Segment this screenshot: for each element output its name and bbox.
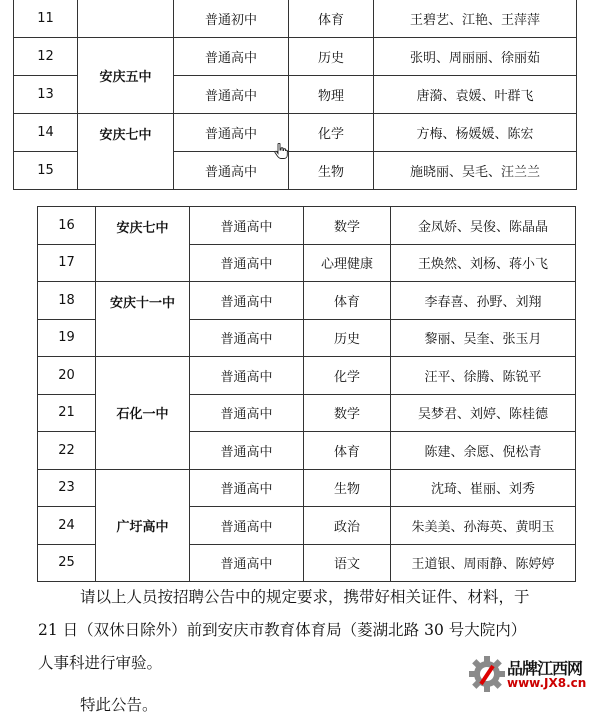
table-row — [38, 357, 576, 395]
school-type-cell: 普通高中 — [190, 282, 304, 320]
row-number: 24 — [38, 507, 96, 545]
row-number: 16 — [38, 207, 96, 245]
gear-logo-icon — [467, 654, 507, 694]
names-cell: 施晓丽、吴毛、汪兰兰 — [374, 152, 577, 190]
school-type-cell: 普通初中 — [174, 0, 289, 38]
subject-cell: 历史 — [304, 319, 391, 357]
row-number: 12 — [14, 38, 78, 76]
subject-cell: 生物 — [304, 469, 391, 507]
subject-cell: 生物 — [289, 152, 374, 190]
site-watermark — [467, 650, 585, 702]
row-number: 11 — [14, 0, 78, 38]
watermark-brand: 品牌江西网 — [507, 659, 583, 678]
subject-cell: 物理 — [289, 76, 374, 114]
names-cell: 王道银、周雨静、陈婷婷 — [391, 544, 576, 582]
names-cell: 王焕然、刘杨、蒋小飞 — [391, 244, 576, 282]
watermark-url: www.JX8.cn — [507, 676, 587, 690]
names-cell: 沈琦、崔丽、刘秀 — [391, 469, 576, 507]
subject-cell: 数学 — [304, 394, 391, 432]
subject-cell: 语文 — [304, 544, 391, 582]
school-cell: 石化一中 — [96, 357, 190, 470]
school-type-cell: 普通高中 — [190, 207, 304, 245]
names-cell: 张明、周丽丽、徐丽茹 — [374, 38, 577, 76]
school-type-cell: 普通高中 — [174, 76, 289, 114]
names-cell: 黎丽、吴奎、张玉月 — [391, 319, 576, 357]
school-cell: 安庆五中 — [78, 38, 174, 114]
school-type-cell: 普通高中 — [190, 319, 304, 357]
school-type-cell: 普通高中 — [190, 469, 304, 507]
subject-cell: 体育 — [304, 432, 391, 470]
school-type-cell: 普通高中 — [174, 152, 289, 190]
table-row — [14, 114, 577, 152]
school-cell: 安庆七中 — [96, 207, 190, 282]
school-type-cell: 普通高中 — [190, 394, 304, 432]
table-row — [38, 469, 576, 507]
names-cell: 朱美美、孙海英、黄明玉 — [391, 507, 576, 545]
row-number: 21 — [38, 394, 96, 432]
table-row — [14, 38, 577, 76]
row-number: 22 — [38, 432, 96, 470]
school-type-cell: 普通高中 — [190, 432, 304, 470]
subject-cell: 数学 — [304, 207, 391, 245]
names-cell: 李春喜、孙野、刘翔 — [391, 282, 576, 320]
subject-cell: 政治 — [304, 507, 391, 545]
row-number: 20 — [38, 357, 96, 395]
subject-cell: 体育 — [304, 282, 391, 320]
school-cell: 广圩高中 — [96, 469, 190, 582]
names-cell: 唐漪、袁媛、叶群飞 — [374, 76, 577, 114]
subject-cell: 心理健康 — [304, 244, 391, 282]
row-number: 13 — [14, 76, 78, 114]
names-cell: 汪平、徐腾、陈锐平 — [391, 357, 576, 395]
subject-cell: 化学 — [289, 114, 374, 152]
notice-line-1: 请以上人员按招聘公告中的规定要求，携带好相关证件、材料，于 — [80, 588, 530, 606]
row-number: 17 — [38, 244, 96, 282]
subject-cell: 历史 — [289, 38, 374, 76]
school-cell: 安庆十一中 — [96, 282, 190, 357]
names-cell: 王碧艺、江艳、王萍萍 — [374, 0, 577, 38]
row-number: 19 — [38, 319, 96, 357]
notice-line-3: 人事科进行审验。 — [38, 654, 163, 672]
names-cell: 陈建、余愿、倪松青 — [391, 432, 576, 470]
table-row — [14, 0, 577, 38]
names-cell: 金凤娇、吴俊、陈晶晶 — [391, 207, 576, 245]
names-cell: 吴梦君、刘婷、陈桂德 — [391, 394, 576, 432]
school-type-cell: 普通高中 — [174, 38, 289, 76]
row-number: 25 — [38, 544, 96, 582]
school-type-cell: 普通高中 — [190, 244, 304, 282]
school-type-cell: 普通高中 — [190, 544, 304, 582]
names-cell: 方梅、杨媛媛、陈宏 — [374, 114, 577, 152]
table-row — [38, 282, 576, 320]
notice-line-2: 21 日（双休日除外）前到安庆市教育体育局（菱湖北路 30 号大院内） — [38, 621, 527, 639]
row-number: 23 — [38, 469, 96, 507]
subject-cell: 化学 — [304, 357, 391, 395]
school-type-cell: 普通高中 — [174, 114, 289, 152]
school-cell: 安庆七中 — [78, 114, 174, 190]
table-row — [38, 207, 576, 245]
row-number: 18 — [38, 282, 96, 320]
closing-line: 特此公告。 — [80, 696, 158, 714]
hand-pointer-icon — [274, 143, 288, 159]
personnel-table-top — [13, 0, 577, 190]
school-type-cell: 普通高中 — [190, 357, 304, 395]
row-number: 14 — [14, 114, 78, 152]
school-type-cell: 普通高中 — [190, 507, 304, 545]
personnel-table-bottom — [37, 206, 576, 582]
school-cell — [78, 0, 174, 38]
row-number: 15 — [14, 152, 78, 190]
subject-cell: 体育 — [289, 0, 374, 38]
